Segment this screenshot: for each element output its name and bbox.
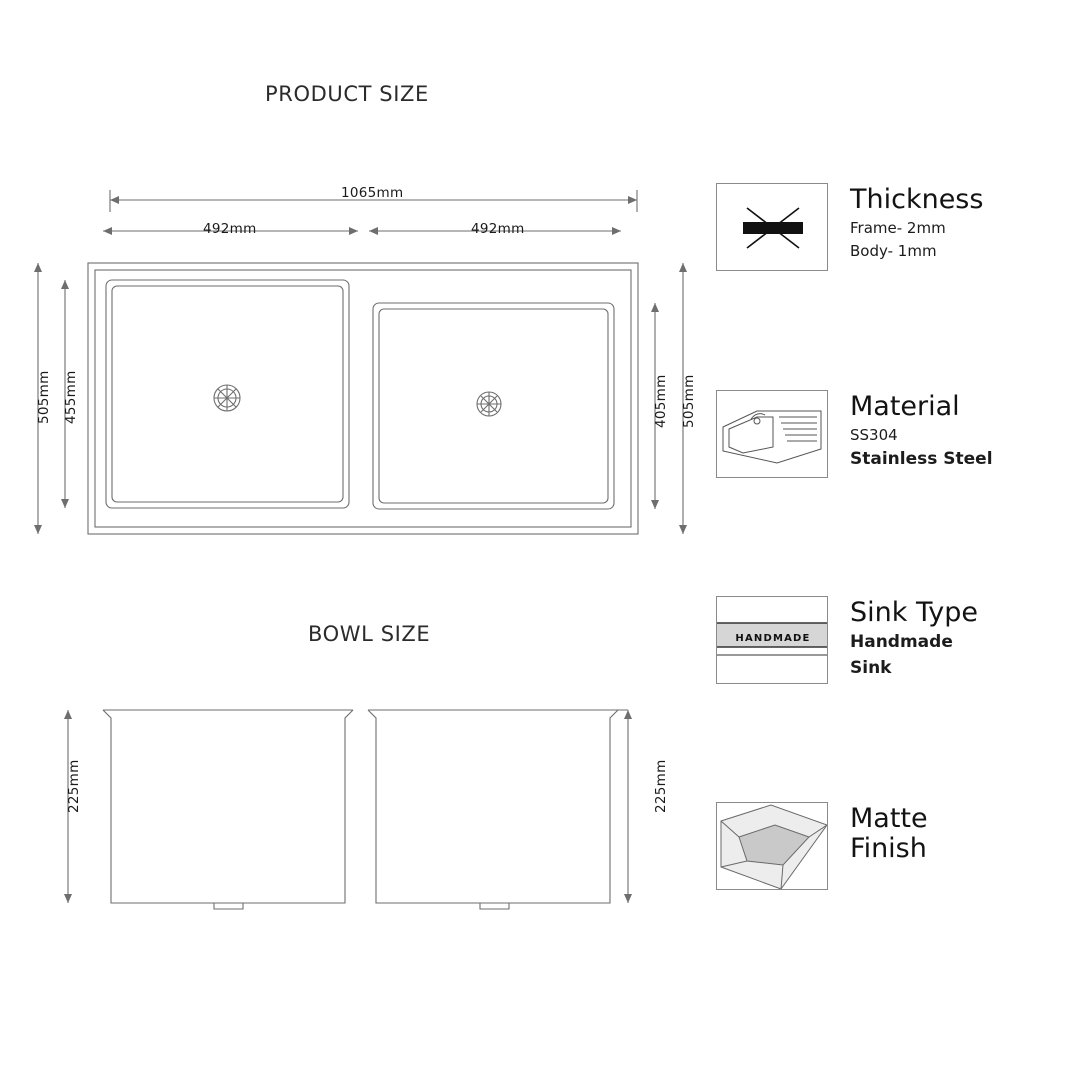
- feature-material: [716, 390, 993, 478]
- dim-total-width: 1065mm: [341, 185, 404, 201]
- bowl-size-title: BOWL SIZE: [308, 622, 431, 646]
- material-sink-icon: [716, 390, 828, 478]
- thickness-icon: [716, 183, 828, 271]
- dim-inner-height-left: 455mm: [63, 370, 79, 424]
- dim-outer-height-right: 505mm: [681, 374, 697, 428]
- bowl-size-drawing: [0, 660, 700, 950]
- dim-bowl-depth-left: 225mm: [66, 759, 82, 813]
- product-size-title: PRODUCT SIZE: [265, 82, 429, 106]
- feature-matte-finish: [716, 802, 928, 890]
- feature-material-line2: Stainless Steel: [850, 448, 993, 469]
- feature-thickness-line2: Body- 1mm: [850, 241, 937, 260]
- feature-matte-finish-title: Matte: [850, 803, 928, 834]
- product-size-drawing: [0, 0, 700, 560]
- feature-sink-type-title: Sink Type: [850, 597, 978, 628]
- feature-thickness: [716, 183, 983, 271]
- feature-matte-finish-line1: Finish: [850, 832, 927, 864]
- feature-sink-type-line2: Sink: [850, 657, 892, 678]
- feature-thickness-line1: Frame- 2mm: [850, 218, 946, 237]
- feature-sink-type-line1: Handmade: [850, 631, 953, 652]
- feature-sink-type: [716, 596, 978, 684]
- dim-inner-height-right: 405mm: [653, 374, 669, 428]
- svg-text:HANDMADE: HANDMADE: [735, 633, 811, 644]
- dim-right-bowl-width: 492mm: [471, 221, 525, 237]
- feature-material-line1: SS304: [850, 425, 898, 444]
- dim-left-bowl-width: 492mm: [203, 221, 257, 237]
- dim-outer-height-left: 505mm: [36, 370, 52, 424]
- feature-material-title: Material: [850, 391, 960, 422]
- handmade-label-icon: [716, 596, 828, 684]
- matte-finish-icon: [716, 802, 828, 890]
- dim-bowl-depth-right: 225mm: [653, 759, 669, 813]
- feature-thickness-title: Thickness: [850, 184, 984, 215]
